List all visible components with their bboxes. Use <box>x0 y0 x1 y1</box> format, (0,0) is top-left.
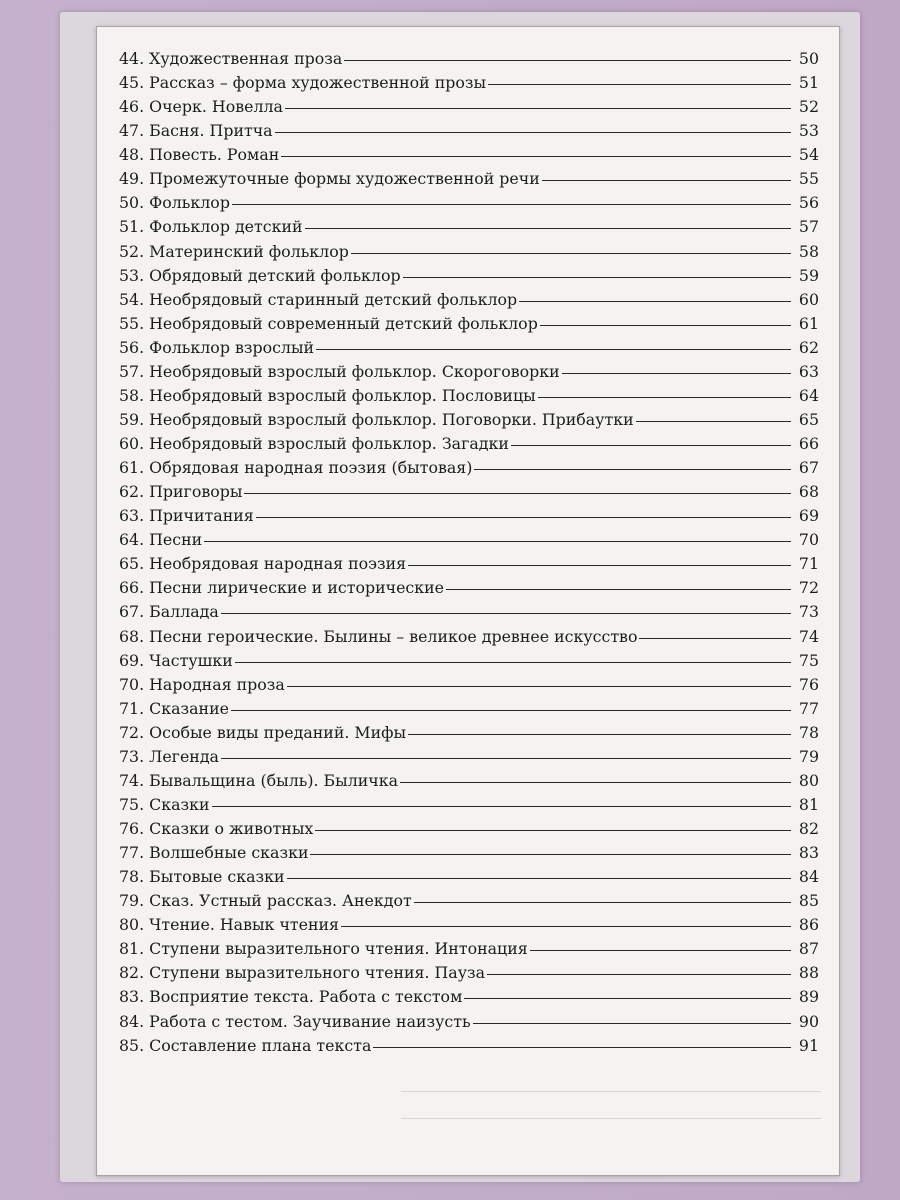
toc-leader-line <box>408 565 791 566</box>
toc-entry-page: 60 <box>798 289 819 309</box>
toc-entry-title: 50. Фольклор <box>119 193 230 213</box>
toc-entry <box>97 360 839 384</box>
toc-entry <box>97 336 839 360</box>
toc-entry-page: 90 <box>798 1011 819 1031</box>
toc-entry-page: 82 <box>798 819 819 838</box>
toc-leader-line <box>540 325 791 326</box>
toc-entry <box>97 576 839 600</box>
toc-entry-title: 46. Очерк. Новелла <box>119 97 283 117</box>
toc-leader-line <box>400 782 791 783</box>
toc-entry <box>97 528 839 552</box>
toc-entry-title: 51. Фольклор детский <box>119 217 303 237</box>
toc-entry <box>97 721 839 745</box>
toc-entry-page: 68 <box>798 482 819 502</box>
toc-entry <box>97 985 839 1009</box>
toc-entry-title: 83. Восприятие текста. Работа с текстом <box>119 987 463 1007</box>
toc-leader-line <box>519 301 791 302</box>
toc-entry-page: 52 <box>798 97 819 117</box>
toc-entry <box>97 937 839 961</box>
toc-entry-page: 55 <box>798 169 819 189</box>
toc-entry-page: 65 <box>798 409 819 429</box>
toc-entry-page: 78 <box>798 722 819 742</box>
toc-entry <box>97 625 839 649</box>
toc-entry <box>97 95 839 119</box>
toc-leader-line <box>275 132 791 133</box>
toc-entry-page: 76 <box>798 674 819 694</box>
toc-entry-title: 84. Работа с тестом. Заучивание наизусть <box>119 1011 471 1031</box>
toc-leader-line <box>305 228 791 229</box>
toc-entry-title: 79. Сказ. Устный рассказ. Анекдот <box>119 891 412 911</box>
toc-entry-page: 51 <box>798 73 819 93</box>
toc-leader-line <box>344 60 791 61</box>
toc-entry-page: 81 <box>798 794 819 814</box>
toc-entry-page: 75 <box>798 650 819 670</box>
toc-entry-title: 49. Промежуточные формы художественной речи <box>119 169 540 189</box>
toc-leader-line <box>221 613 791 614</box>
toc-entry <box>97 119 839 143</box>
toc-entry-title: 70. Народная проза <box>119 674 285 694</box>
toc-entry-title: 64. Песни <box>119 530 203 550</box>
toc-leader-line <box>316 349 791 350</box>
toc-entry-page: 91 <box>798 1035 819 1055</box>
toc-entry-title: 58. Необрядовый взрослый фольклор. Пословицы <box>119 385 536 405</box>
document-page <box>96 26 840 1176</box>
toc-entry <box>97 793 839 817</box>
toc-entry-page: 57 <box>798 217 819 237</box>
toc-entry <box>97 817 839 841</box>
toc-entry <box>97 240 839 264</box>
toc-entry-page: 71 <box>798 554 819 574</box>
toc-entry <box>97 600 839 624</box>
toc-leader-line <box>341 926 791 927</box>
toc-entry <box>97 456 839 480</box>
toc-leader-line <box>446 589 791 590</box>
toc-entry-page: 69 <box>798 506 819 526</box>
toc-leader-line <box>310 854 791 855</box>
toc-entry <box>97 384 839 408</box>
toc-entry-page: 80 <box>798 770 819 790</box>
toc-entry <box>97 504 839 528</box>
toc-leader-line <box>287 686 791 687</box>
toc-entry-title: 72. Особые виды преданий. Мифы <box>119 722 407 742</box>
toc-leader-line <box>351 253 791 254</box>
toc-entry <box>97 167 839 191</box>
toc-entry <box>97 769 839 793</box>
bleed-through-text <box>401 1075 821 1135</box>
toc-entry-page: 85 <box>798 891 819 911</box>
toc-entry-title: 78. Бытовые сказки <box>119 867 285 887</box>
toc-entry-title: 62. Приговоры <box>119 482 243 502</box>
toc-entry <box>97 143 839 167</box>
toc-entry-title: 71. Сказание <box>119 698 229 718</box>
toc-leader-line <box>232 204 791 205</box>
toc-entry-title: 45. Рассказ – форма художественной прозы <box>119 73 487 93</box>
toc-entry-title: 68. Песни героические. Былины – великое древнее искусство <box>119 626 638 646</box>
toc-leader-line <box>562 373 791 374</box>
toc-leader-line <box>221 758 791 759</box>
toc-entry <box>97 408 839 432</box>
toc-entry-page: 86 <box>798 915 819 935</box>
toc-entry-title: 85. Составление плана текста <box>119 1035 372 1055</box>
toc-entry-page: 83 <box>798 843 819 863</box>
toc-entry <box>97 673 839 697</box>
toc-entry-page: 88 <box>798 963 819 983</box>
toc-entry <box>97 71 839 95</box>
toc-entry <box>97 649 839 673</box>
toc-entry-page: 63 <box>798 361 819 381</box>
toc-entry-page: 56 <box>798 193 819 213</box>
toc-entry-page: 66 <box>798 434 819 453</box>
toc-entry-page: 74 <box>798 626 819 646</box>
toc-entry-title: 54. Необрядовый старинный детский фольклор <box>119 289 518 309</box>
toc-entry-page: 54 <box>798 145 819 165</box>
toc-leader-line <box>256 517 791 518</box>
toc-entry <box>97 215 839 239</box>
toc-entry-title: 81. Ступени выразительного чтения. Интонация <box>119 939 528 959</box>
toc-entry <box>97 841 839 865</box>
toc-leader-line <box>464 998 791 999</box>
toc-leader-line <box>231 710 791 711</box>
toc-entry-page: 84 <box>798 867 819 887</box>
toc-leader-line <box>530 950 791 951</box>
toc-entry-title: 74. Бывальщина (быль). Быличка <box>119 770 399 790</box>
toc-entry-page: 58 <box>798 241 819 261</box>
toc-leader-line <box>403 277 791 278</box>
toc-entry <box>97 432 839 456</box>
toc-entry <box>97 745 839 769</box>
toc-entry-title: 67. Баллада <box>119 602 219 622</box>
toc-leader-line <box>287 878 791 879</box>
toc-entry-page: 77 <box>798 698 819 718</box>
toc-entry <box>97 191 839 215</box>
toc-leader-line <box>487 974 791 975</box>
toc-entry <box>97 865 839 889</box>
toc-entry-title: 59. Необрядовый взрослый фольклор. Поговорки. Прибаутки <box>119 409 634 429</box>
toc-entry-page: 59 <box>798 265 819 285</box>
toc-leader-line <box>488 84 791 85</box>
table-of-contents <box>97 47 839 1058</box>
toc-entry-page: 50 <box>798 49 819 68</box>
toc-entry-title: 60. Необрядовый взрослый фольклор. Загадки <box>119 434 509 453</box>
toc-entry-title: 52. Материнский фольклор <box>119 241 349 261</box>
toc-leader-line <box>639 638 791 639</box>
toc-entry-title: 66. Песни лирические и исторические <box>119 578 445 598</box>
toc-entry-title: 65. Необрядовая народная поэзия <box>119 554 407 574</box>
toc-leader-line <box>373 1047 791 1048</box>
toc-entry-title: 80. Чтение. Навык чтения <box>119 915 339 935</box>
toc-entry-title: 73. Легенда <box>119 746 219 766</box>
toc-entry-title: 82. Ступени выразительного чтения. Пауза <box>119 963 486 983</box>
toc-leader-line <box>244 493 791 494</box>
toc-entry-page: 53 <box>798 121 819 141</box>
toc-entry-title: 61. Обрядовая народная поэзия (бытовая) <box>119 458 473 478</box>
toc-entry <box>97 312 839 336</box>
toc-entry <box>97 288 839 312</box>
toc-entry <box>97 480 839 504</box>
toc-leader-line <box>408 734 791 735</box>
toc-entry-page: 67 <box>798 458 819 478</box>
toc-entry-page: 72 <box>798 578 819 598</box>
toc-leader-line <box>474 469 791 470</box>
toc-entry-page: 79 <box>798 746 819 766</box>
toc-entry <box>97 552 839 576</box>
toc-entry-page: 70 <box>798 530 819 550</box>
toc-entry-title: 56. Фольклор взрослый <box>119 337 315 357</box>
toc-entry <box>97 913 839 937</box>
toc-entry-title: 63. Причитания <box>119 506 254 526</box>
toc-entry <box>97 1034 839 1058</box>
toc-entry-page: 62 <box>798 337 819 357</box>
toc-entry <box>97 264 839 288</box>
toc-leader-line <box>235 662 791 663</box>
toc-entry-title: 76. Сказки о животных <box>119 819 314 838</box>
toc-leader-line <box>285 108 791 109</box>
toc-entry-page: 89 <box>798 987 819 1007</box>
toc-leader-line <box>473 1023 791 1024</box>
toc-leader-line <box>511 445 791 446</box>
toc-leader-line <box>542 180 791 181</box>
toc-entry-title: 77. Волшебные сказки <box>119 843 309 863</box>
toc-entry-title: 53. Обрядовый детский фольклор <box>119 265 401 285</box>
toc-entry-title: 55. Необрядовый современный детский фольклор <box>119 313 538 333</box>
toc-entry-title: 44. Художественная проза <box>119 49 343 68</box>
toc-entry-title: 57. Необрядовый взрослый фольклор. Скороговорки <box>119 361 560 381</box>
toc-entry-page: 64 <box>798 385 819 405</box>
toc-entry <box>97 889 839 913</box>
toc-leader-line <box>538 397 791 398</box>
toc-entry-page: 61 <box>798 313 819 333</box>
toc-entry <box>97 47 839 71</box>
toc-entry-page: 87 <box>798 939 819 959</box>
toc-entry <box>97 697 839 721</box>
toc-leader-line <box>212 806 791 807</box>
toc-entry-title: 47. Басня. Притча <box>119 121 273 141</box>
toc-leader-line <box>204 541 791 542</box>
toc-entry-page: 73 <box>798 602 819 622</box>
toc-leader-line <box>414 902 791 903</box>
toc-leader-line <box>636 421 791 422</box>
toc-entry-title: 75. Сказки <box>119 794 210 814</box>
toc-entry-title: 69. Частушки <box>119 650 233 670</box>
toc-entry-title: 48. Повесть. Роман <box>119 145 280 165</box>
toc-leader-line <box>281 156 791 157</box>
toc-leader-line <box>315 830 791 831</box>
toc-entry <box>97 1010 839 1034</box>
toc-entry <box>97 961 839 985</box>
